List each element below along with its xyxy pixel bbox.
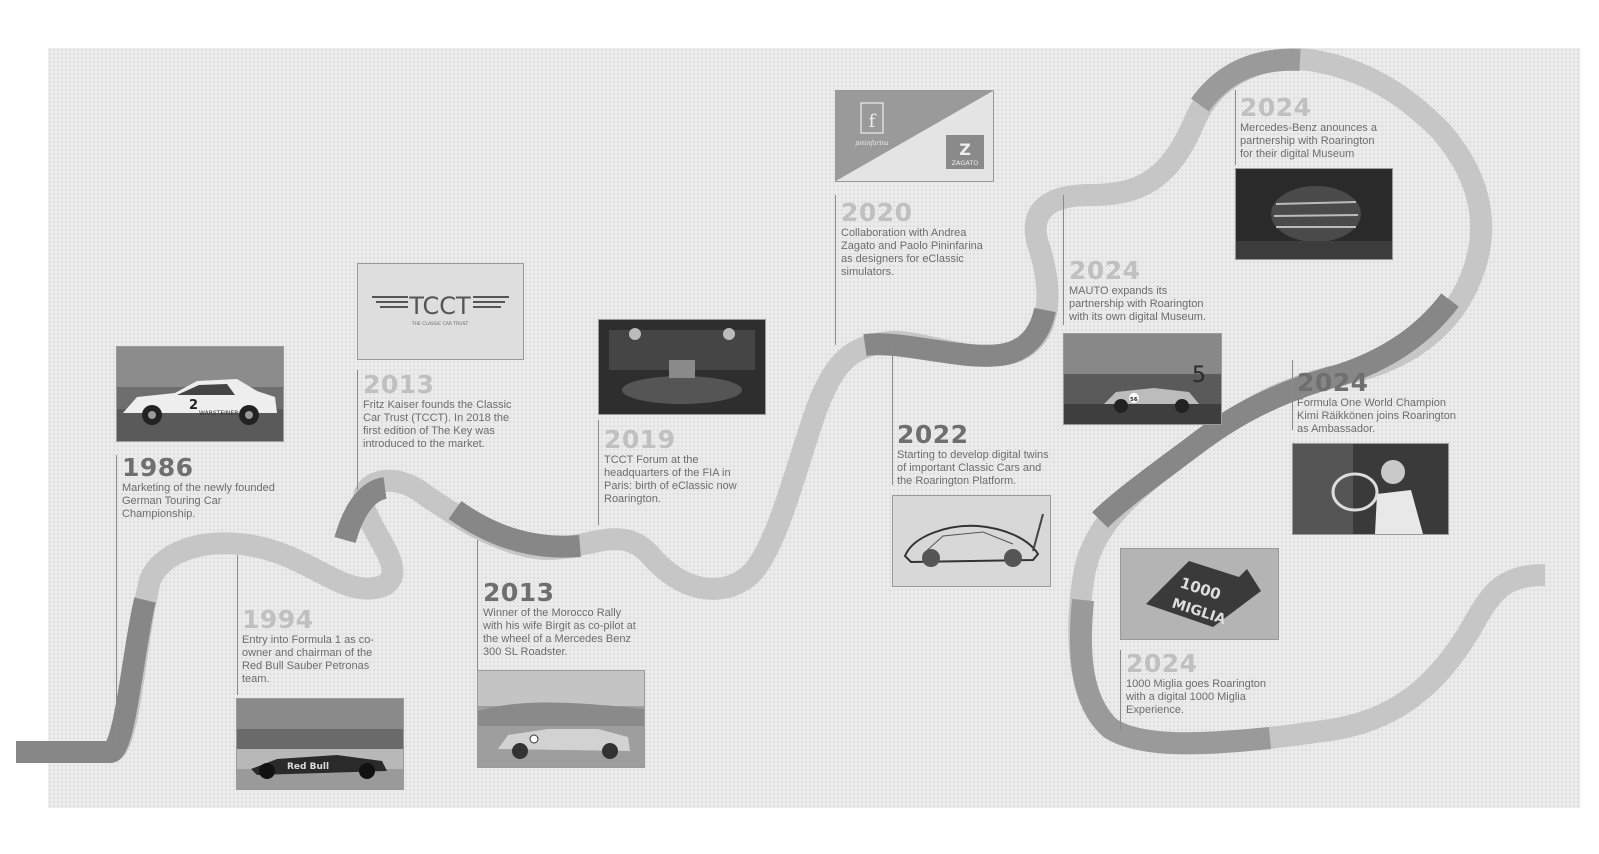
pininfarina-text: pininfarina	[855, 140, 889, 147]
event-year: 1986	[122, 453, 194, 482]
mauto-museum-photo	[1063, 333, 1222, 425]
sponsor-text: WARSTEINER	[199, 410, 239, 417]
raikkonen-simulator-photo	[1292, 443, 1449, 535]
event-description: Mercedes-Benz anounces a partnership with Roarington for their digital Museum	[1240, 122, 1377, 160]
event-description: Fritz Kaiser founds the Classic Car Trust (TCCT). In 2018 the first edition of The Key was introduced to the market.	[363, 399, 512, 450]
mercedes-roadster-photo	[477, 670, 645, 768]
car-number: 56	[1130, 397, 1138, 403]
event-description: MAUTO expands its partnership with Roarington with its own digital Museum.	[1069, 285, 1206, 323]
event-description: Winner of the Morocco Rally with his wife Birgit as co-pilot at the wheel of a Mercedes Benz 300 SL Roadster.	[483, 607, 636, 658]
connector-line	[237, 555, 238, 695]
svg-text:5: 5	[1192, 363, 1206, 388]
event-year: 2013	[363, 370, 435, 399]
event-description: Marketing of the newly founded German Touring Car Championship.	[122, 482, 275, 520]
event-2024-mauto	[1069, 258, 1219, 324]
sign-text-top: 1000	[1177, 573, 1224, 604]
connector-line	[1120, 650, 1121, 730]
tcct-logo	[357, 263, 524, 360]
dtm-race-car-photo	[116, 346, 284, 442]
connector-line	[835, 195, 836, 345]
event-2024-mille-miglia	[1126, 651, 1276, 717]
car-number: 2	[189, 398, 199, 413]
connector-line	[1235, 90, 1236, 165]
event-2019	[604, 427, 754, 506]
road-dark-segment	[16, 600, 145, 752]
event-year: 2020	[841, 198, 913, 227]
sponsor-text: Red Bull	[287, 762, 330, 772]
formula-one-car-photo	[236, 698, 404, 790]
event-1994	[242, 607, 377, 686]
svg-text:f: f	[868, 111, 876, 132]
pininfarina-zagato-logo	[835, 90, 994, 182]
event-description: 1000 Miglia goes Roarington with a digital 1000 Miglia Experience.	[1126, 678, 1267, 716]
connector-line	[598, 420, 599, 525]
event-year: 2019	[604, 425, 676, 454]
event-2013-rally	[483, 580, 643, 659]
event-year: 2022	[897, 420, 969, 449]
event-description: TCCT Forum at the headquarters of the FIA in Paris: birth of eClassic now Roarington.	[604, 454, 737, 505]
connector-line	[892, 345, 893, 485]
connector-line	[1063, 195, 1064, 325]
event-description: Collaboration with Andrea Zagato and Paolo Pininfarina as designers for eClassic simulators.	[841, 227, 983, 278]
event-2022	[897, 422, 1057, 488]
event-year: 2024	[1240, 93, 1312, 122]
event-year: 2013	[483, 578, 555, 607]
zagato-text: ZAGATO	[951, 159, 979, 167]
mille-miglia-sign-photo	[1120, 548, 1279, 640]
event-2024-mercedes	[1240, 95, 1390, 161]
connector-line	[477, 540, 478, 670]
connector-line	[357, 370, 358, 490]
event-year: 2024	[1069, 256, 1141, 285]
event-2020	[841, 200, 991, 279]
sign-text-bottom: MIGLIA	[1169, 595, 1228, 628]
event-description: Entry into Formula 1 as co-owner and chairman of the Red Bull Sauber Petronas team.	[242, 634, 375, 685]
event-year: 2024	[1297, 368, 1369, 397]
connector-line	[116, 455, 117, 745]
svg-text:Z: Z	[959, 140, 971, 159]
fia-forum-photo	[598, 319, 766, 415]
tcct-logo-subtext: THE CLASSIC CAR TRUST	[411, 322, 469, 327]
event-2024-raikkonen	[1297, 370, 1457, 436]
mercedes-museum-photo	[1235, 168, 1393, 260]
road-dark-segment	[455, 510, 580, 547]
event-description: Starting to develop digital twins of important Classic Cars and the Roarington Platform.	[897, 449, 1049, 487]
digital-twin-car-photo	[892, 495, 1051, 587]
connector-line	[1292, 360, 1293, 430]
event-description: Formula One World Champion Kimi Räikkönen joins Roarington as Ambassador.	[1297, 397, 1456, 435]
event-year: 2024	[1126, 649, 1198, 678]
tcct-logo-text: TCCT	[409, 292, 471, 320]
event-year: 1994	[242, 605, 314, 634]
event-2013-tcct	[363, 372, 523, 451]
event-1986	[122, 455, 292, 521]
